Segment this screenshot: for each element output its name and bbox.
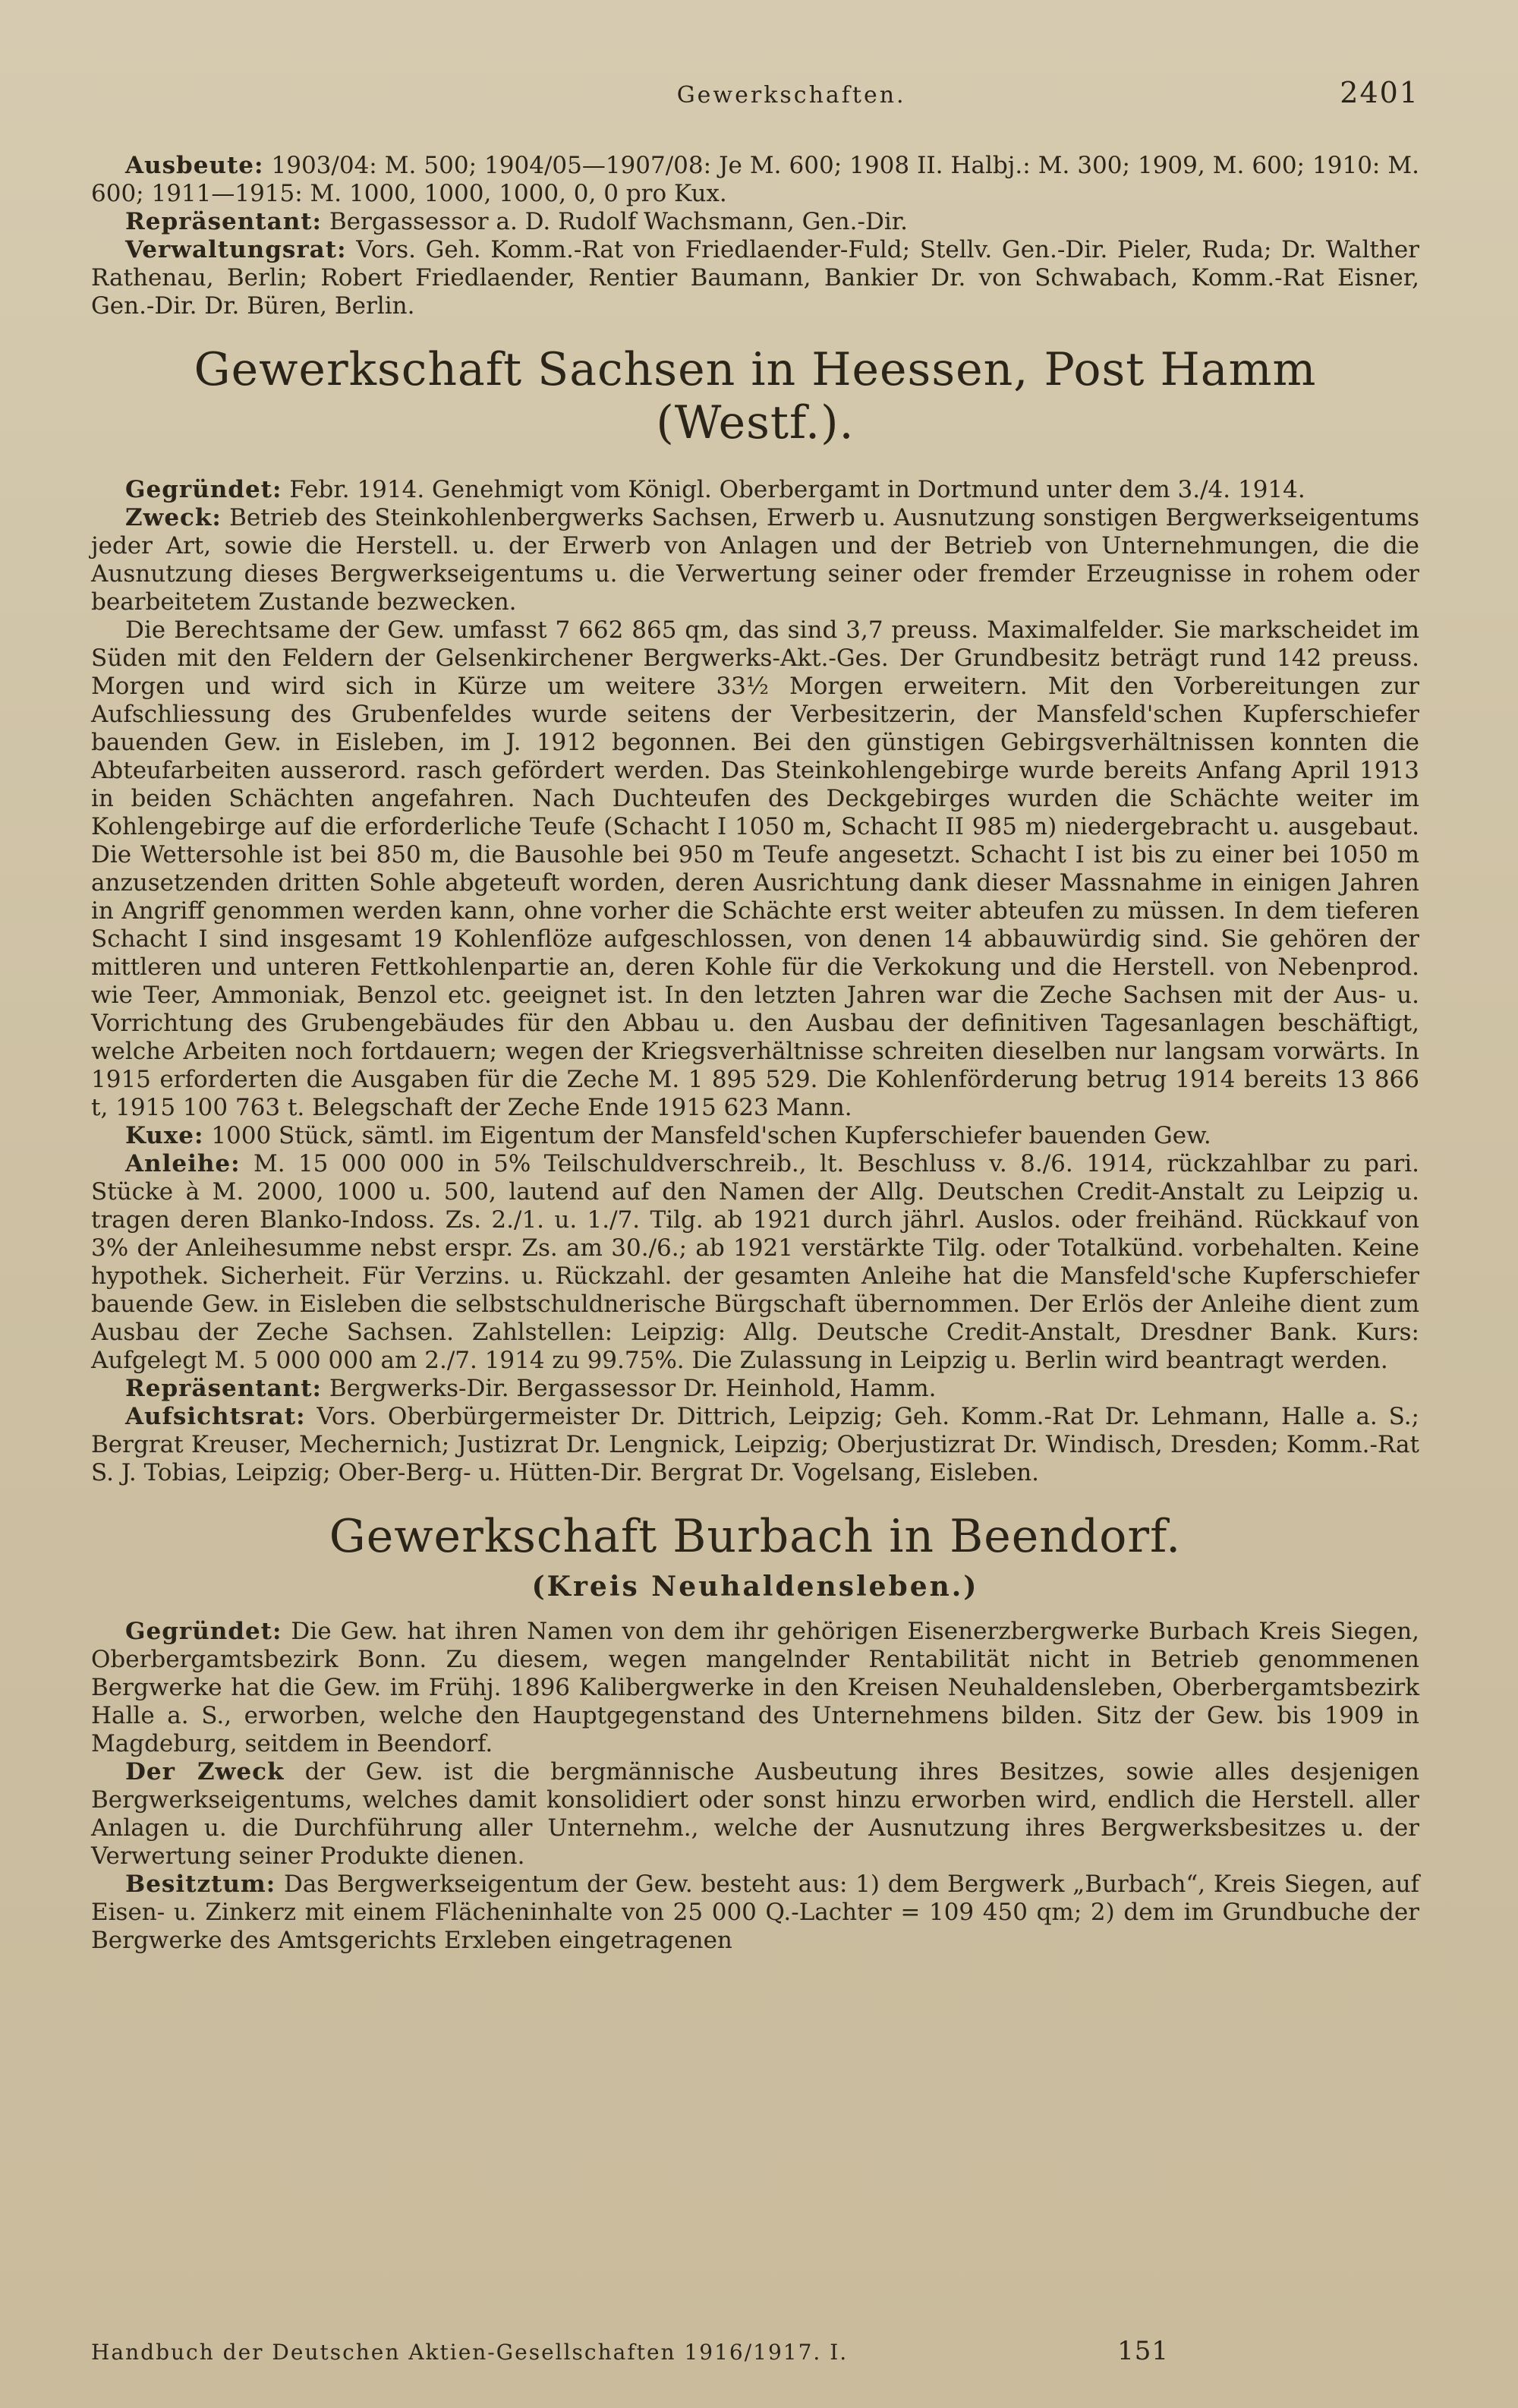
zweck-text-sachsen: Betrieb des Steinkohlenbergwerks Sachsen, Erwerb u. Ausnutzung sonstigen Bergwerkseigentums jeder Art, sowie die Herstell. u. der Erwerb von Anlagen und der Betrieb von Unternehmungen, die die Ausnutzung dieses Bergwerkseigentums u. die Verwertung seiner oder fremder Erzeugnisse in rohem oder bearbeitetem Zustande bezwecken. [91, 504, 1419, 616]
ausbeute-text: 1903/04: M. 500; 1904/05—1907/08: Je M. 600; 1908 II. Halbj.: M. 300; 1909, M. 600; 1910: M. 600; 1911—1915: M. 1000, 1000, 1000, 0, 0 pro Kux. [91, 152, 1419, 207]
zweck-entry-burbach [91, 1758, 1419, 1871]
company-title-sachsen: Gewerkschaft Sachsen in Heessen, Post Hamm (Westf.). [194, 343, 1317, 449]
repraesentant-entry-2 [91, 1375, 1419, 1403]
gegruendet-text-sachsen: Febr. 1914. Genehmigt vom Königl. Oberbergamt in Dortmund unter dem 3./4. 1914. [289, 476, 1305, 503]
aufsichtsrat-entry [91, 1403, 1419, 1487]
zweck-text-burbach: der Gew. ist die bergmännische Ausbeutung ihres Besitzes, sowie alles desjenigen Bergwerkseigentums, welches damit konsolidiert oder sonst hinzu erworben wird, endlich die Herstell. aller Anlagen u. die Durchführung aller Unternehm., welche der Ausnutzung ihres Bergwerksbesitzes u. der Verwertung seiner Produkte dienen. [91, 1758, 1419, 1870]
besitztum-entry [91, 1871, 1419, 1955]
anleihe-label: Anleihe: [125, 1150, 241, 1177]
gegruendet-label-burbach: Gegründet: [125, 1618, 282, 1645]
besitztum-label: Besitztum: [125, 1871, 276, 1898]
gegruendet-entry-burbach [91, 1618, 1419, 1758]
footer-sheet-number: 151 [1117, 2336, 1169, 2366]
verwaltungsrat-text: Vors. Geh. Komm.-Rat von Friedlaender-Fuld; Stellv. Gen.-Dir. Pieler, Ruda; Dr. Walther Rathenau, Berlin; Robert Friedlaender, Rentier Baumann, Bankier Dr. von Schwabach, Komm.-Rat Eisner, Gen.-Dir. Dr. Büren, Berlin. [91, 236, 1419, 320]
repraesentant-label-2: Repräsentant: [125, 1375, 323, 1402]
verwaltungsrat-entry [91, 236, 1419, 320]
gegruendet-entry-sachsen [91, 476, 1419, 504]
zweck-label-burbach: Der Zweck [125, 1758, 285, 1786]
gegruendet-label-sachsen: Gegründet: [125, 476, 282, 503]
kuxe-label: Kuxe: [125, 1122, 204, 1149]
anleihe-text: M. 15 000 000 in 5% Teilschuldverschreib., lt. Beschluss v. 8./6. 1914, rückzahlbar zu pari. Stücke à M. 2000, 1000 u. 500, lautend auf den Namen der Allg. Deutschen Credit-Anstalt zu Leipzig u. tragen deren Blanko-Indoss. Zs. 2./1. u. 1./7. Tilg. ab 1921 durch jährl. Auslos. oder freihänd. Rückkauf von 3% der Anleihesumme nebst erspr. Zs. am 30./6.; ab 1921 verstärkte Tilg. oder Totalkünd. vorbehalten. Keine hypothek. Sicherheit. Für Verzins. u. Rückzahl. der gesamten Anleihe hat die Mansfeld'sche Kupferschiefer bauende Gew. in Eisleben die selbstschuldnerische Bürgschaft übernommen. Der Erlös der Anleihe dient zum Ausbau der Zeche Sachsen. Zahlstellen: Leipzig: Allg. Deutsche Credit-Anstalt, Dresdner Bank. Kurs: Aufgelegt M. 5 000 000 am 2./7. 1914 zu 99.75%. Die Zulassung in Leipzig u. Berlin wird beantragt werden. [91, 1150, 1419, 1374]
repraesentant-text-2: Bergwerks-Dir. Bergassessor Dr. Heinhold, Hamm. [329, 1375, 937, 1402]
zweck-entry-sachsen [91, 504, 1419, 616]
zweck-label-sachsen: Zweck: [125, 504, 222, 531]
company-subtitle-burbach: (Kreis Neuhaldensleben.) [531, 1571, 979, 1603]
verwaltungsrat-label: Verwaltungsrat: [125, 236, 347, 263]
repraesentant-label-1: Repräsentant: [125, 208, 323, 235]
kuxe-entry [91, 1122, 1419, 1150]
aufsichtsrat-text: Vors. Oberbürgermeister Dr. Dittrich, Leipzig; Geh. Komm.-Rat Dr. Lehmann, Halle a. S.; Bergrat Kreuser, Mechernich; Justizrat Dr. Lengnick, Leipzig; Oberjustizrat Dr. Windisch, Dresden; Komm.-Rat S. J. Tobias, Leipzig; Ober-Berg- u. Hütten-Dir. Bergrat Dr. Vogelsang, Eisleben. [91, 1403, 1419, 1486]
running-head [91, 76, 1419, 129]
company-title-burbach: Gewerkschaft Burbach in Beendorf. [329, 1510, 1182, 1563]
ausbeute-entry [91, 152, 1419, 208]
repraesentant-entry-1 [91, 208, 1419, 236]
ausbeute-label: Ausbeute: [125, 152, 264, 179]
footer-volume: Handbuch der Deutschen Aktien-Gesellschaften 1916/1917. I. [91, 2340, 849, 2365]
page-footer [91, 2336, 1419, 2366]
gegruendet-text-burbach: Die Gew. hat ihren Namen von dem ihr gehörigen Eisenerzbergwerke Burbach Kreis Siegen, Oberbergamtsbezirk Bonn. Zu diesem, wegen mangelnder Rentabilität nicht in Betrieb genommenen Bergwerke hat die Gew. im Frühj. 1896 Kalibergwerke in den Kreisen Neuhaldensleben, Oberbergamtsbezirk Halle a. S., erworben, welche den Hauptgegenstand des Unternehmens bilden. Sitz der Gew. bis 1909 in Magdeburg, seitdem in Beendorf. [91, 1618, 1420, 1757]
running-title: Gewerkschaften. [676, 82, 906, 109]
repraesentant-text-1: Bergassessor a. D. Rudolf Wachsmann, Gen.-Dir. [329, 208, 909, 235]
aufsichtsrat-label: Aufsichtsrat: [125, 1403, 306, 1430]
body-paragraph-sachsen: Die Berechtsame der Gew. umfasst 7 662 865 qm, das sind 3,7 preuss. Maximalfelder. Sie markscheidet im Süden mit den Feldern der Gelsenkirchener Bergwerks-Akt.-Ges. Der Grundbesitz beträgt rund 142 preuss. Morgen und wird sich in Kürze um weitere 33½ Morgen erweitern. Mit den Vorbereitungen zur Aufschliessung des Grubenfeldes wurde seitens der Verbesitzerin, der Mansfeld'schen Kupferschiefer bauenden Gew. in Eisleben, im J. 1912 begonnen. Bei den günstigen Gebirgsverhältnissen konnten die Abteufarbeiten ausserord. rasch gefördert werden. Das Steinkohlengebirge wurde bereits Anfang April 1913 in beiden Schächten angefahren. Nach Duchteufen des Deckgebirges wurden die Schächte weiter im Kohlengebirge auf die erforderliche Teufe (Schacht I 1050 m, Schacht II 985 m) niedergebracht u. ausgebaut. Die Wettersohle ist bei 850 m, die Bausohle bei 950 m Teufe angesetzt. Schacht I ist bis zu einer bei 1050 m anzusetzenden dritten Sohle abgeteuft worden, deren Ausrichtung dank dieser Massnahme in einigen Jahren in Angriff genommen werden kann, ohne vorher die Schächte erst weiter abteufen zu müssen. In dem tieferen Schacht I sind insgesamt 19 Kohlenflöze aufgeschlossen, von denen 14 abbauwürdig sind. Sie gehören der mittleren und unteren Fettkohlenpartie an, deren Kohle für die Verkokung und die Herstell. von Nebenprod. wie Teer, Ammoniak, Benzol etc. geeignet ist. In den letzten Jahren war die Zeche Sachsen mit der Aus- u. Vorrichtung des Grubengebäudes für den Abbau u. den Ausbau der definitiven Tagesanlagen beschäftigt, welche Arbeiten noch fortdauern; wegen der Kriegsverhältnisse schreiten dieselben nur langsam vorwärts. In 1915 erforderten die Ausgaben für die Zeche M. 1 895 529. Die Kohlenförderung betrug 1914 bereits 13 866 t, 1915 100 763 t. Belegschaft der Zeche Ende 1915 623 Mann. [91, 616, 1419, 1121]
page-number: 2401 [1340, 76, 1419, 109]
anleihe-entry [91, 1150, 1419, 1375]
kuxe-text: 1000 Stück, sämtl. im Eigentum der Mansfeld'schen Kupferschiefer bauenden Gew. [211, 1122, 1211, 1149]
besitztum-text: Das Bergwerkseigentum der Gew. besteht aus: 1) dem Bergwerk „Burbach“, Kreis Siegen, auf Eisen- u. Zinkerz mit einem Flächeninhalte von 25 000 Q.-Lachter = 109 450 qm; 2) dem im Grundbuche der Bergwerke des Amtsgerichts Erxleben eingetragenen [91, 1871, 1420, 1954]
